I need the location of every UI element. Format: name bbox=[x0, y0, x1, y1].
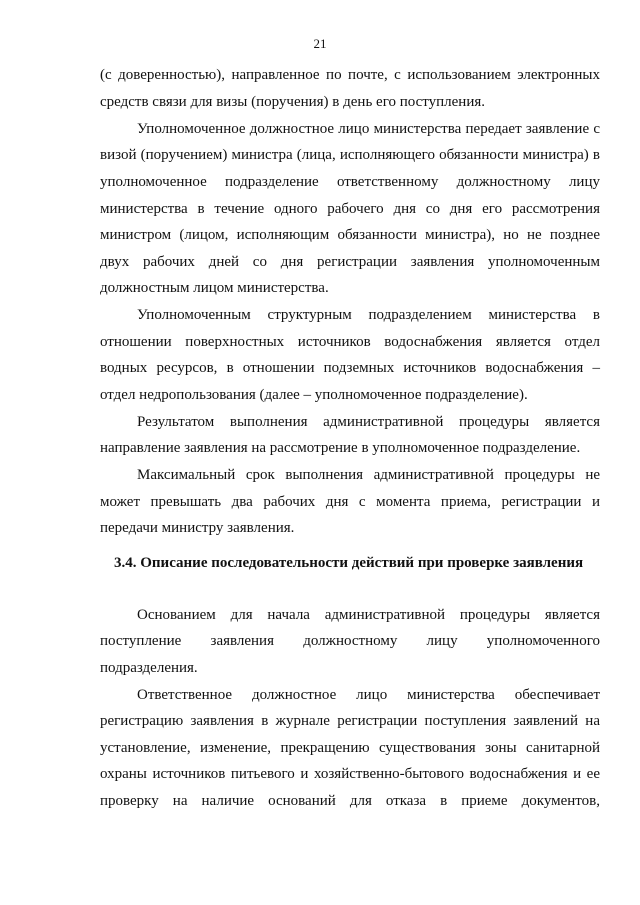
text-line: регистрацию заявления в журнале регистрации поступления заявлений на bbox=[100, 713, 600, 729]
section-heading: 3.4. Описание последовательности действий при проверке заявления bbox=[114, 555, 584, 571]
text-line: уполномоченное подразделение ответственному должностному лицу bbox=[100, 174, 600, 190]
page-number: 21 bbox=[313, 36, 327, 51]
text-line: отдел недропользования (далее – уполномоченное подразделение). bbox=[100, 387, 528, 403]
text-line: охраны источников питьевого и хозяйственно-бытового водоснабжения и ее bbox=[100, 766, 600, 782]
text-line: министром (лицом, исполняющим обязанности министра), но не позднее bbox=[100, 227, 600, 243]
text-line: направление заявления на рассмотрение в уполномоченное подразделение. bbox=[100, 440, 581, 456]
text-line: установление, изменение, прекращению существования зоны санитарной bbox=[100, 740, 600, 756]
text-line: средств связи для визы (поручения) в день его поступления. bbox=[100, 94, 486, 110]
text-line: Уполномоченным структурным подразделением министерства в bbox=[137, 307, 600, 323]
text-line: Максимальный срок выполнения административной процедуры не bbox=[137, 467, 600, 483]
text-line: подразделения. bbox=[100, 660, 198, 676]
text-line: двух рабочих дней со дня регистрации заявления уполномоченным bbox=[100, 254, 600, 270]
text-line: поступление заявления должностному лицу уполномоченного bbox=[100, 633, 600, 649]
text-line: проверку на наличие оснований для отказа в приеме документов, bbox=[100, 793, 600, 809]
text-line: Ответственное должностное лицо министерства обеспечивает bbox=[137, 687, 600, 703]
text-line: передачи министру заявления. bbox=[100, 520, 295, 536]
text-line: Основанием для начала административной процедуры является bbox=[137, 607, 600, 623]
text-line: Уполномоченное должностное лицо министерства передает заявление с bbox=[137, 121, 600, 137]
text-line: должностным лицом министерства. bbox=[100, 280, 329, 296]
text-line: может превышать два рабочих дня с момента приема, регистрации и bbox=[100, 494, 600, 510]
text-line: визой (поручением) министра (лица, исполняющего обязанности министра) в bbox=[100, 147, 600, 163]
text-line: отношении поверхностных источников водоснабжения является отдел bbox=[100, 334, 600, 350]
text-line: министерства в течение одного рабочего дня со дня его рассмотрения bbox=[100, 201, 600, 217]
text-line: водных ресурсов, в отношении подземных источников водоснабжения – bbox=[100, 360, 600, 376]
text-line: (с доверенностью), направленное по почте, с использованием электронных bbox=[100, 67, 600, 83]
text-line: Результатом выполнения административной процедуры является bbox=[137, 414, 600, 430]
